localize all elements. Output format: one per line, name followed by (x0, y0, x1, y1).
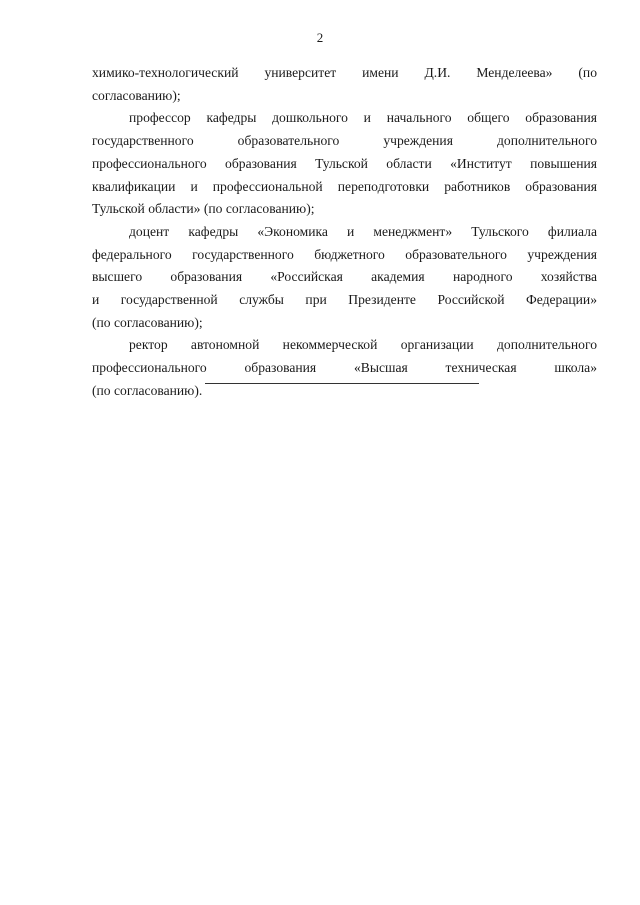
text-line: государственного образовательного учреждения дополнительного (92, 133, 597, 149)
text-line: федерального государственного бюджетного образовательного учреждения (92, 246, 597, 262)
paragraph-rector (92, 334, 597, 402)
text-line: профессионального образования Тульской области «Институт повышения (92, 155, 597, 171)
text-line: химико-технологический университет имени Д.И. Менделеева» (по (92, 65, 597, 80)
text-line: профессор кафедры дошкольного и начального общего образования (129, 110, 597, 126)
page-number: 2 (316, 30, 324, 45)
paragraph-professor (92, 107, 597, 221)
text-line: и государственной службы при Президенте Российской Федерации» (92, 292, 597, 308)
text-line: ректор автономной некоммерческой организации дополнительного (129, 337, 597, 353)
text-line: профессионального образования «Высшая техническая школа» (92, 360, 597, 376)
text-line: (по согласованию); (92, 314, 203, 330)
paragraph-university-continuation (92, 62, 597, 107)
text-line: доцент кафедры «Экономика и менеджмент» Тульского филиала (129, 223, 597, 239)
text-line: высшего образования «Российская академия народного хозяйства (92, 269, 597, 285)
text-line: квалификации и профессиональной переподготовки работников образования (92, 178, 597, 194)
text-line: (по согласованию). (92, 382, 203, 398)
paragraph-docent (92, 221, 597, 335)
document-body (92, 62, 597, 403)
text-line: согласованию); (92, 87, 181, 103)
text-line: Тульской области» (по согласованию); (92, 201, 315, 217)
end-separator-line (205, 383, 479, 384)
